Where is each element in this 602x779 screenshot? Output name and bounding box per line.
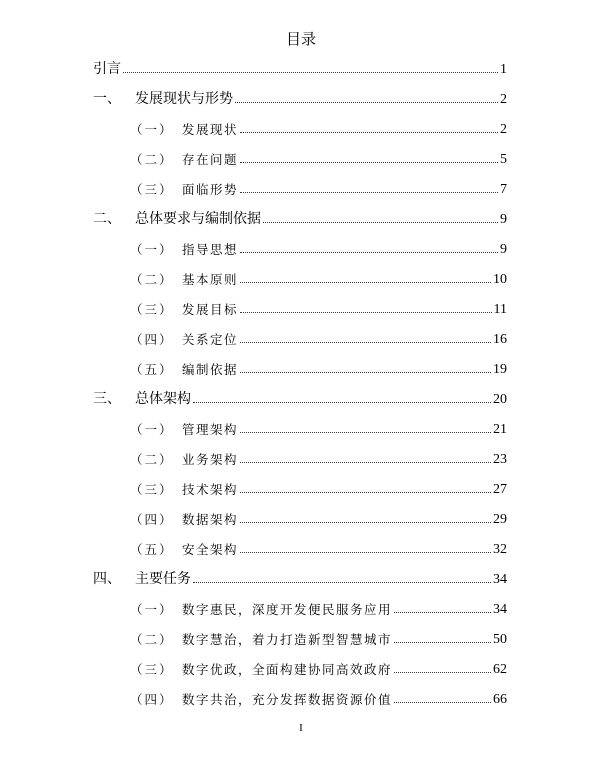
dot-leader (240, 191, 498, 193)
toc-entry[interactable] (130, 418, 507, 438)
page-number-footer: I (299, 722, 303, 734)
dot-leader (123, 71, 498, 73)
toc-entry-page-number: 21 (493, 422, 507, 437)
toc-entry-page-number: 66 (493, 692, 507, 707)
toc-entry-index: 四、 (93, 571, 121, 587)
toc-entry-page-number: 2 (500, 122, 507, 137)
toc-entry[interactable] (130, 658, 507, 678)
toc-entry-page-number: 23 (493, 452, 507, 467)
toc-entry-label: 存在问题 (182, 152, 239, 167)
toc-entry-index: （四） (130, 512, 174, 527)
toc-entry-label: 面临形势 (182, 182, 239, 197)
dot-leader (240, 371, 491, 373)
toc-entry-index: 二、 (93, 211, 121, 227)
dot-leader (263, 221, 498, 223)
toc-entry-page-number: 34 (493, 602, 507, 617)
dot-leader (193, 581, 491, 583)
page-title: 目录 (285, 30, 316, 48)
toc-entry-label: 管理架构 (182, 422, 239, 437)
toc-entry-label: 关系定位 (182, 332, 239, 347)
toc-entry-index: （二） (130, 632, 174, 647)
dot-leader (394, 641, 491, 643)
toc-entry-label: 总体要求与编制依据 (135, 211, 261, 227)
toc-entry[interactable] (93, 568, 507, 588)
toc-entry-page-number: 62 (493, 662, 507, 677)
dot-leader (394, 611, 491, 613)
dot-leader (240, 551, 491, 553)
toc-entry[interactable] (130, 538, 507, 558)
toc-entry-label: 主要任务 (135, 571, 191, 587)
toc-entry-label: 数字慧治，着力打造新型智慧城市 (182, 632, 393, 647)
toc-entry[interactable] (130, 448, 507, 468)
toc-entry-label: 总体架构 (135, 391, 191, 407)
dot-leader (240, 281, 491, 283)
dot-leader (240, 131, 498, 133)
toc-entry-label: 基本原则 (182, 272, 239, 287)
toc-entry-label: 数字优政，全面构建协同高效政府 (182, 662, 393, 677)
toc-entry-index: （一） (130, 422, 174, 437)
toc-entry-page-number: 16 (493, 332, 507, 347)
toc-entry[interactable] (130, 268, 507, 288)
dot-leader (394, 671, 491, 673)
toc-entry[interactable] (130, 478, 507, 498)
toc-entry-label: 数字共治，充分发挥数据资源价值 (182, 692, 393, 707)
toc-entry-index: （三） (130, 182, 174, 197)
toc-entry-page-number: 10 (493, 272, 507, 287)
toc-entry-page-number: 9 (500, 212, 507, 227)
toc-entry-page-number: 32 (493, 542, 507, 557)
toc-entry-page-number: 9 (500, 242, 507, 257)
toc-entry-page-number: 50 (493, 632, 507, 647)
toc-entry-label: 编制依据 (182, 362, 239, 377)
toc-entry-label: 安全架构 (182, 542, 239, 557)
toc-entry-label: 数据架构 (182, 512, 239, 527)
toc-entry-label: 发展现状与形势 (135, 91, 233, 107)
toc-entry-index: （四） (130, 692, 174, 707)
dot-leader (235, 101, 498, 103)
toc-entry-label: 发展目标 (182, 302, 239, 317)
toc-entry-page-number: 34 (493, 572, 507, 587)
toc-entry[interactable] (130, 628, 507, 648)
toc-entry[interactable] (93, 58, 507, 78)
toc-entry-index: 一、 (93, 91, 121, 107)
toc-entry-index: （三） (130, 482, 174, 497)
toc-entry-label: 数字惠民，深度开发便民服务应用 (182, 602, 393, 617)
dot-leader (240, 311, 492, 313)
toc-entry-index: （一） (130, 602, 174, 617)
toc-entry[interactable] (130, 328, 507, 348)
toc-entry-index: （二） (130, 152, 174, 167)
dot-leader (193, 401, 491, 403)
toc-entry-page-number: 20 (493, 392, 507, 407)
toc-entry[interactable] (130, 148, 507, 168)
toc-entry[interactable] (93, 388, 507, 408)
toc-entry[interactable] (130, 598, 507, 618)
toc-entry[interactable] (130, 118, 507, 138)
toc-entry-index: （五） (130, 542, 174, 557)
toc-entry-index: （四） (130, 332, 174, 347)
dot-leader (394, 701, 491, 703)
toc-entry-page-number: 11 (493, 302, 507, 317)
dot-leader (240, 521, 491, 523)
toc-entry-index: （三） (130, 662, 174, 677)
toc-entry-label: 发展现状 (182, 122, 239, 137)
toc-entry-page-number: 27 (493, 482, 507, 497)
toc-entry-label: 指导思想 (182, 242, 239, 257)
toc-entry-label: 技术架构 (182, 482, 239, 497)
dot-leader (240, 251, 498, 253)
toc-entry-label: 引言 (93, 61, 121, 77)
toc-entry[interactable] (130, 178, 507, 198)
dot-leader (240, 431, 491, 433)
toc-entry[interactable] (130, 358, 507, 378)
toc-entry-index: （一） (130, 122, 174, 137)
dot-leader (240, 491, 491, 493)
toc-entry-page-number: 19 (493, 362, 507, 377)
toc-entry-index: （三） (130, 302, 174, 317)
toc-entry-index: 三、 (93, 391, 121, 407)
dot-leader (240, 161, 498, 163)
toc-entry-index: （二） (130, 272, 174, 287)
toc-entry-page-number: 5 (500, 152, 507, 167)
dot-leader (240, 461, 491, 463)
toc-entry-index: （五） (130, 362, 174, 377)
toc-entry[interactable] (130, 238, 507, 258)
toc-entry-page-number: 29 (493, 512, 507, 527)
toc-entry[interactable] (93, 208, 507, 228)
toc-entry[interactable] (130, 298, 507, 318)
toc-entry-label: 业务架构 (182, 452, 239, 467)
toc-entry-index: （一） (130, 242, 174, 257)
toc-entry-page-number: 1 (500, 62, 507, 77)
dot-leader (240, 341, 491, 343)
toc-entry-page-number: 7 (500, 182, 507, 197)
toc-entry[interactable] (130, 688, 507, 708)
toc-entry[interactable] (130, 508, 507, 528)
toc-entry[interactable] (93, 88, 507, 108)
toc-entry-index: （二） (130, 452, 174, 467)
toc-entry-page-number: 2 (500, 92, 507, 107)
